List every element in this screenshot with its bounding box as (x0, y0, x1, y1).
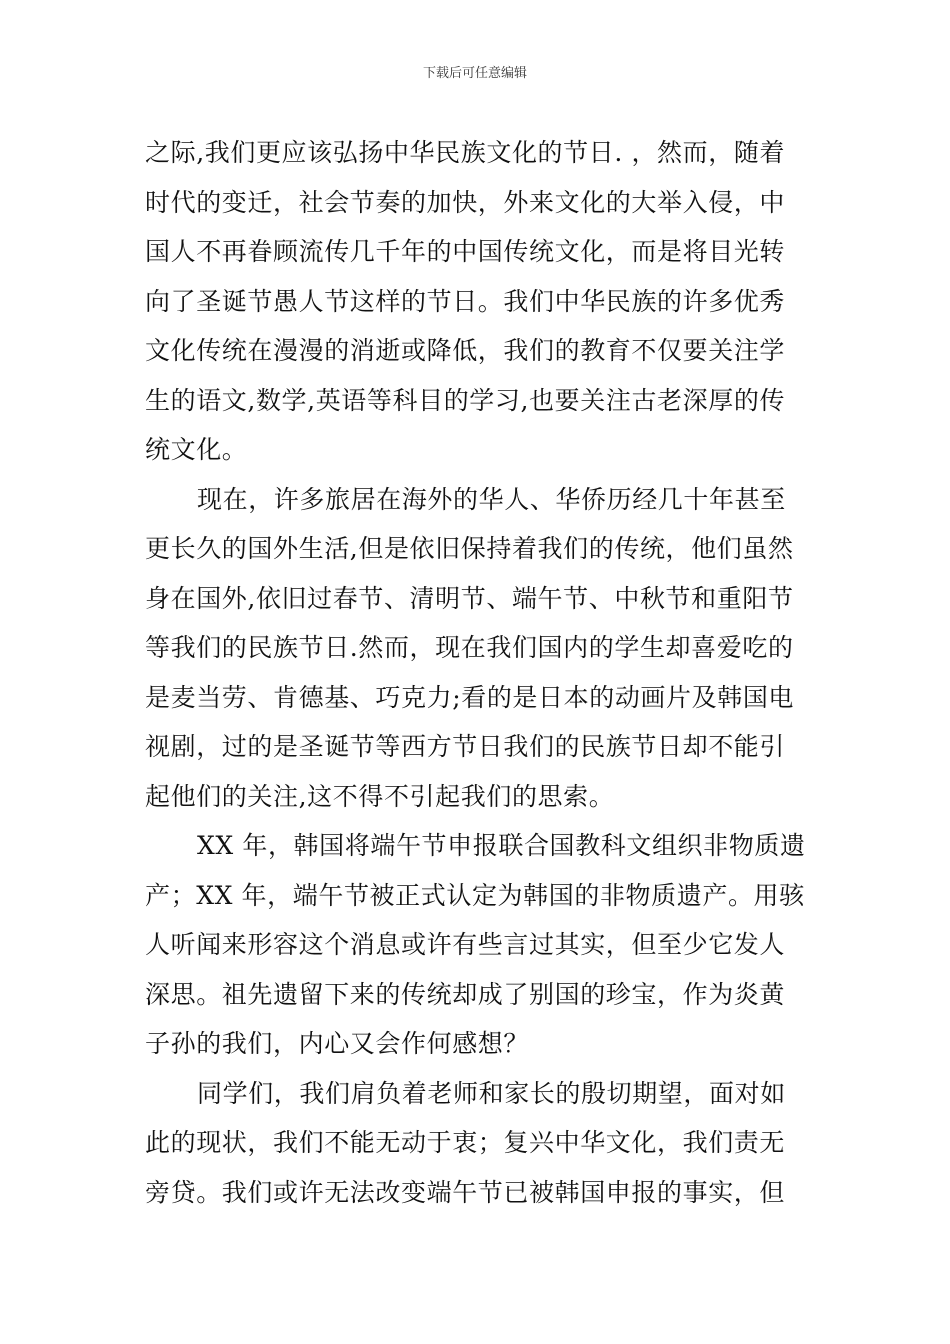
text-line: 文化传统在漫漫的消逝或降低，我们的教育不仅要关注学 (145, 336, 786, 365)
document-body (145, 128, 809, 1217)
text-line: 之际,我们更应该弘扬中华民族文化的节日. ，然而，随着 (145, 138, 786, 167)
text-line: 等我们的民族节日.然而，现在我们国内的学生却喜爱吃的 (145, 633, 794, 662)
paragraph-4 (145, 1069, 809, 1218)
page-header: 下载后可任意编辑 (422, 66, 527, 81)
text-line: 深思。祖先遗留下来的传统却成了别国的珍宝，作为炎黄 (145, 979, 786, 1009)
text-line: 国人不再眷顾流传几千年的中国传统文化，而是将目光转 (145, 237, 786, 266)
text-line: 现在，许多旅居在海外的华人、华侨历经几十年甚至 (197, 484, 786, 514)
text-line: 子孙的我们，内心又会作何感想？ (145, 1029, 530, 1058)
text-line: 此的现状，我们不能无动于衷；复兴中华文化，我们责无 (145, 1128, 786, 1157)
text-line: 时代的变迁，社会节奏的加快，外来文化的大举入侵，中 (145, 187, 786, 217)
text-line: 产；XX 年，端午节被正式认定为韩国的非物质遗产。用骇 (145, 880, 805, 910)
text-line: 生的语文,数学,英语等科目的学习,也要关注古老深厚的传 (145, 385, 786, 415)
text-line: 同学们，我们肩负着老师和家长的殷切期望，面对如 (197, 1078, 786, 1108)
text-line: 统文化。 (145, 435, 248, 464)
text-line: 是麦当劳、肯德基、巧克力;看的是日本的动画片及韩国电 (145, 682, 795, 712)
paragraph-2 (145, 475, 809, 822)
text-line: 向了圣诞节愚人节这样的节日。我们中华民族的许多优秀 (145, 286, 786, 316)
text-line: 旁贷。我们或许无法改变端午节已被韩国申报的事实，但 (145, 1177, 786, 1207)
paragraph-3 (145, 821, 809, 1069)
text-line: 身在国外,依旧过春节、清明节、端午节、中秋节和重阳节 (145, 583, 794, 613)
text-line: 起他们的关注,这不得不引起我们的思索。 (145, 781, 615, 811)
text-line: 更长久的国外生活,但是依旧保持着我们的传统，他们虽然 (145, 534, 794, 563)
text-line: XX 年，韩国将端午节申报联合国教科文组织非物质遗 (197, 831, 806, 860)
paragraph-1 (145, 128, 809, 475)
text-line: 视剧，过的是圣诞节等西方节日我们的民族节日却不能引 (145, 732, 786, 761)
text-line: 人听闻来形容这个消息或许有些言过其实，但至少它发人 (145, 930, 786, 959)
